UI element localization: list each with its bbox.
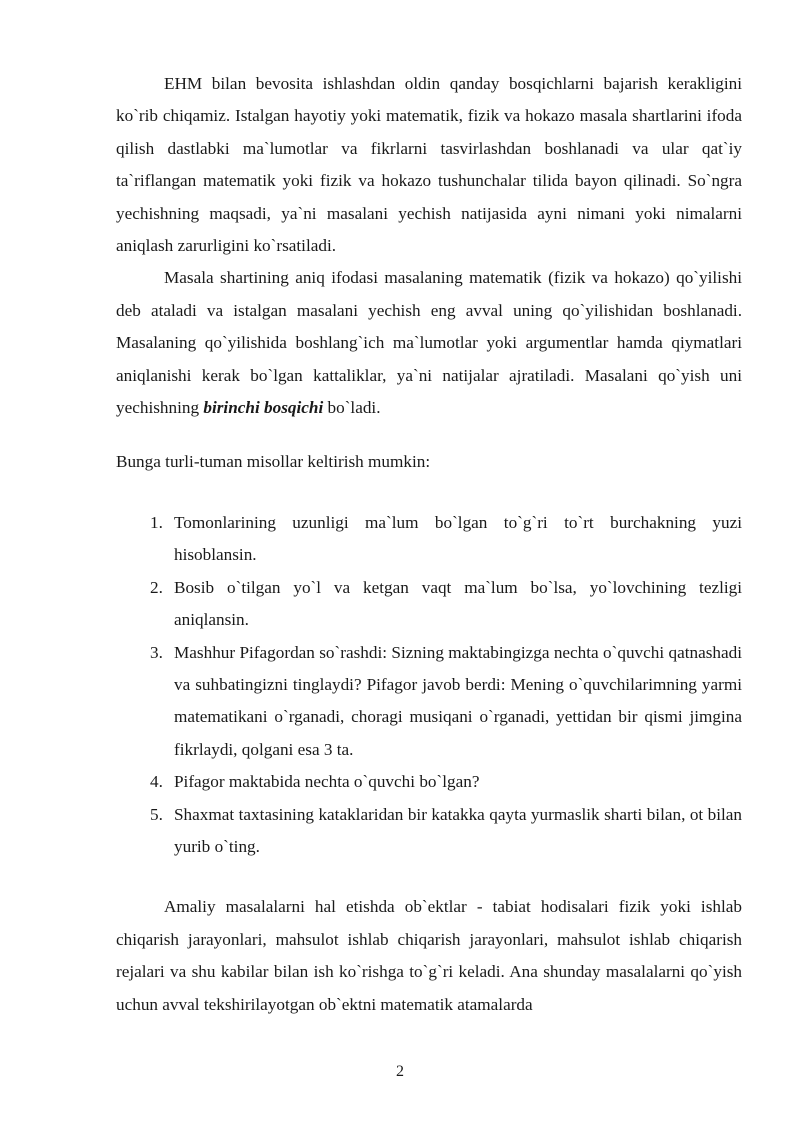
list-item-number: 4. [150, 772, 163, 792]
paragraph-problem-statement [116, 262, 742, 424]
list-item-text: Shaxmat taxtasining kataklaridan bir katakka qayta yurmaslik sharti bilan, ot bilan yurib o`ting. [174, 804, 742, 856]
list-item-text: Pifagor maktabida nechta o`quvchi bo`lgan? [174, 772, 480, 792]
list-item [116, 507, 742, 572]
paragraph-problem-statement-text: Masala shartining aniq ifodasi masalaning matematik (fizik va hokazo) qo`yilishi deb ataladi va istalgan masalani yechish eng avval uning qo`yilishidan boshlanadi. Masalaning qo`yilishida boshlang`ich ma`lumotlar yoki argumentlar hamda qiymatlari aniqlanishi kerak bo`lgan kattaliklar, ya`ni natijalar ajratiladi. Masalani qo`yish uni yechishning [116, 268, 742, 418]
list-item-number: 3. [150, 642, 163, 662]
paragraph-examples-intro: Bunga turli-tuman misollar keltirish mumkin: [116, 452, 431, 472]
list-item-number: 2. [150, 577, 163, 597]
list-item-number: 5. [150, 804, 163, 824]
emphasis-first-stage: birinchi bosqichi [203, 398, 324, 418]
examples-list [116, 507, 742, 863]
paragraph-problem-statement-end: bo`ladi. [323, 398, 381, 418]
list-item-text: Mashhur Pifagordan so`rashdi: Sizning maktabingizga nechta o`quvchi qatnashadi va suhbatingizni tinglaydi? Pifagor javob berdi: Mening o`quvchilarimning yarmi matematikani o`rganadi, choragi musiqani o`rganadi, yettidan bir qismi jimgina fikrlaydi, qolgani esa 3 ta. [174, 642, 742, 759]
list-item [116, 572, 742, 637]
list-item-text: Bosib o`tilgan yo`l va ketgan vaqt ma`lum bo`lsa, yo`lovchining tezligi aniqlansin. [174, 577, 742, 630]
list-item-number: 1. [150, 512, 163, 532]
list-item [116, 637, 742, 767]
list-item [116, 799, 742, 864]
list-item [116, 766, 742, 798]
paragraph-intro: EHM bilan bevosita ishlashdan oldin qanday bosqichlarni bajarish kerakligini ko`rib chiqamiz. Istalgan hayotiy yoki matematik, fizik va hokazo masala shartlarini ifoda qilish dastlabki ma`lumotlar va fikrlarni tasvirlashdan boshlanadi va ular qat`iy ta`riflangan matematik yoki fizik va hokazo tushunchalar tilida bayon qilinadi. So`ngra yechishning maqsadi, ya`ni masalani yechish natijasida ayni nimani yoki nimalarni aniqlash zarurligini ko`rsatiladi. [116, 74, 742, 256]
document-page [116, 68, 742, 1021]
paragraph-practical-problems: Amaliy masalalarni hal etishda ob`ektlar - tabiat hodisalari fizik yoki ishlab chiqarish jarayonlari, mahsulot ishlab chiqarish jarayonlari, mahsulot ishlab chiqarish rejalari va shu kabilar bilan ish ko`rishga to`g`ri keladi. Ana shunday masalalarni qo`yish uchun avval tekshirilayotgan ob`ektni matematik atamalarda [116, 897, 742, 1014]
page-number: 2 [396, 1063, 404, 1080]
list-item-text: Tomonlarining uzunligi ma`lum bo`lgan to`g`ri to`rt burchakning yuzi hisoblansin. [174, 512, 742, 565]
